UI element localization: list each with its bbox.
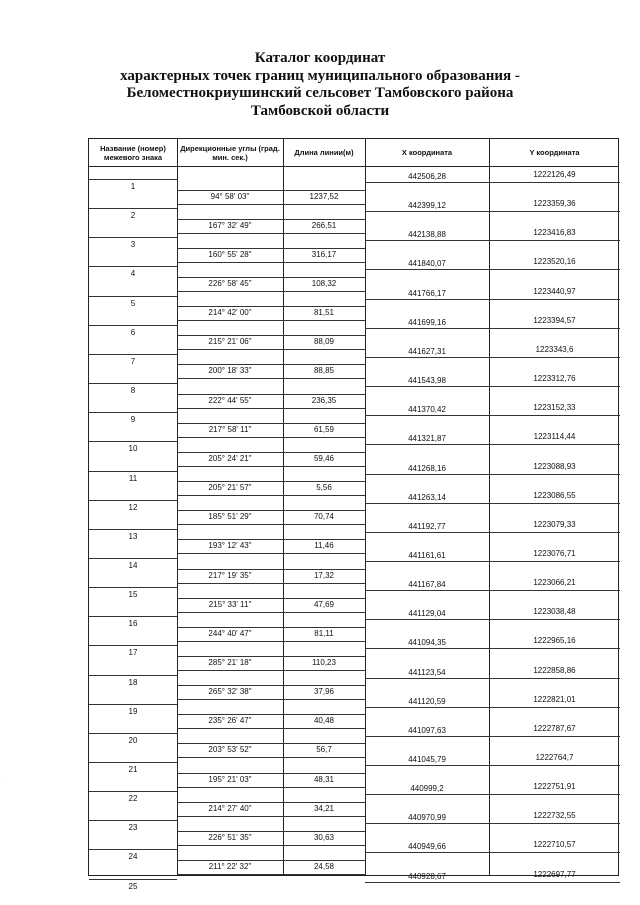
y-coordinate: 1222126,49: [533, 170, 576, 179]
row-line: [365, 736, 620, 737]
line-length: 17,32: [313, 570, 335, 580]
y-coordinate: 1223416,83: [533, 228, 576, 238]
row-line: [177, 773, 365, 774]
row-line: [365, 678, 620, 679]
row-line: [89, 471, 177, 472]
row-line: [89, 879, 177, 880]
x-coordinate: 441268,16: [408, 463, 446, 473]
point-name: 19: [128, 706, 138, 716]
y-coordinate: 1223038,48: [533, 607, 576, 617]
x-coordinate: 441123,54: [408, 667, 446, 677]
x-coordinate: 442399,12: [408, 201, 446, 211]
row-line: [89, 733, 177, 734]
row-line: [89, 820, 177, 821]
header-direction-angle: Дирекционные углы (град. мин. сек.): [180, 143, 280, 162]
row-line: [177, 685, 365, 686]
y-coordinate: 1222858,86: [533, 665, 576, 675]
coordinates-table: [88, 138, 619, 891]
direction-angle: 185° 51' 29": [208, 512, 252, 522]
point-name: 8: [130, 386, 136, 396]
direction-angle: 205° 24' 21": [208, 453, 252, 463]
line-length: 108,32: [311, 279, 337, 289]
row-line: [177, 219, 365, 220]
row-line: [89, 354, 177, 355]
line-length: 61,59: [313, 424, 335, 434]
y-coordinate: 1222821,01: [533, 694, 576, 704]
row-line: [177, 481, 365, 482]
row-line: [177, 670, 365, 671]
row-line: [365, 561, 620, 562]
y-coordinate: 1223066,21: [533, 578, 576, 588]
row-line: [177, 583, 365, 584]
row-line: [89, 675, 177, 676]
y-coordinate: 1223520,16: [533, 257, 576, 267]
direction-angle: 214° 42' 00": [208, 308, 252, 318]
direction-angle: 222° 44' 55": [208, 395, 252, 405]
y-coordinate: 1223152,33: [533, 403, 576, 413]
point-name: 13: [128, 531, 138, 541]
row-line: [177, 874, 365, 875]
direction-angle: 235° 26' 47": [208, 716, 252, 726]
direction-angle: 214° 27' 40": [208, 803, 252, 813]
x-coordinate: 441129,04: [408, 609, 446, 619]
row-line: [365, 707, 620, 708]
row-line: [177, 816, 365, 817]
y-coordinate: 1223394,57: [533, 315, 576, 325]
row-line: [365, 532, 620, 533]
point-name: 10: [128, 444, 138, 454]
row-line: [177, 757, 365, 758]
direction-angle: 211° 22' 32": [208, 862, 252, 872]
row-line: [177, 627, 365, 628]
y-coordinate: 1223114,44: [533, 432, 576, 442]
direction-angle: 94° 58' 03": [210, 191, 250, 201]
point-name: 16: [128, 619, 138, 629]
point-name: 9: [130, 415, 136, 425]
direction-angle: 215° 33' 11": [208, 599, 252, 609]
row-line: [177, 378, 365, 379]
y-coordinate: 1222787,67: [533, 723, 576, 733]
row-line: [177, 641, 365, 642]
header-x-coordinate: X координата: [401, 148, 453, 157]
point-name: 24: [128, 852, 138, 862]
direction-angle: 226° 51' 35": [208, 832, 252, 842]
y-coordinate: 1223440,97: [533, 286, 576, 296]
x-coordinate: 441167,84: [408, 580, 446, 590]
row-line: [177, 598, 365, 599]
point-name: 3: [130, 240, 136, 250]
direction-angle: 265° 32' 38": [208, 687, 252, 697]
document-title: [0, 50, 640, 120]
row-line: [177, 335, 365, 336]
line-length: 88,85: [313, 366, 335, 376]
y-coordinate: 1223359,36: [533, 199, 576, 209]
row-line: [89, 412, 177, 413]
y-coordinate: 1223312,76: [533, 374, 576, 384]
direction-angle: 205° 21' 57": [208, 483, 252, 493]
x-coordinate: 441263,14: [408, 492, 446, 502]
point-name: 22: [128, 794, 138, 804]
line-length: 110,23: [312, 657, 336, 667]
row-line: [365, 590, 620, 591]
y-coordinate: 1223079,33: [533, 519, 576, 529]
row-line: [365, 794, 620, 795]
row-line: [89, 704, 177, 705]
x-coordinate: 440999,2: [410, 784, 444, 794]
row-line: [89, 441, 177, 442]
row-line: [177, 656, 365, 657]
row-line: [365, 299, 620, 300]
row-line: [89, 179, 177, 180]
row-line: [177, 524, 365, 525]
line-length: 88,09: [313, 337, 335, 347]
y-coordinate: 1222710,57: [533, 840, 576, 850]
row-line: [177, 306, 365, 307]
line-length: 59,46: [313, 453, 335, 463]
line-length: 30,63: [313, 832, 335, 842]
line-length: 40,48: [313, 716, 335, 726]
point-name: 7: [130, 356, 136, 366]
line-length: 236,35: [311, 395, 337, 405]
line-length: 47,69: [313, 599, 335, 609]
row-line: [89, 645, 177, 646]
row-line: [177, 510, 365, 511]
row-line: [89, 208, 177, 209]
line-length: 5,56: [316, 483, 332, 493]
point-name: 17: [128, 648, 138, 658]
row-line: [177, 569, 365, 570]
row-line: [365, 182, 620, 183]
direction-angle: 203° 53' 52": [208, 745, 252, 755]
line-length: 1237,52: [309, 191, 339, 201]
point-name: 12: [128, 502, 138, 512]
row-line: [89, 587, 177, 588]
row-line: [365, 765, 620, 766]
y-coordinate: 1222751,91: [533, 782, 576, 792]
line-length: 34,21: [313, 803, 335, 813]
row-line: [365, 444, 620, 445]
row-line: [365, 823, 620, 824]
x-coordinate: 440970,99: [408, 813, 446, 823]
x-coordinate: 442506,28: [408, 172, 446, 181]
row-line: [89, 529, 177, 530]
row-line: [365, 882, 620, 883]
y-coordinate: 1223086,55: [533, 490, 576, 500]
x-coordinate: 440949,66: [408, 842, 446, 852]
header-point-name: Название (номер) межевого знака: [100, 143, 166, 162]
y-coordinate: 1222965,16: [533, 636, 576, 646]
direction-angle: 217° 58' 11": [208, 424, 252, 434]
row-line: [365, 386, 620, 387]
x-coordinate: 442138,88: [408, 230, 446, 240]
row-line: [365, 240, 620, 241]
x-coordinate: 441543,98: [408, 376, 446, 386]
line-length: 81,11: [314, 628, 334, 638]
row-line: [89, 616, 177, 617]
row-line: [365, 648, 620, 649]
row-line: [365, 357, 620, 358]
row-line: [177, 349, 365, 350]
line-length: 316,17: [311, 249, 337, 259]
x-coordinate: 441094,35: [408, 638, 446, 648]
row-line: [89, 325, 177, 326]
line-length: 266,51: [311, 220, 337, 230]
direction-angle: 215° 21' 06": [208, 337, 252, 347]
header-line-length: Длина линии(м): [294, 148, 354, 157]
row-line: [177, 394, 365, 395]
direction-angle: 244° 40' 47": [208, 628, 252, 638]
row-line: [177, 437, 365, 438]
point-name: 14: [128, 560, 138, 570]
row-line: [177, 728, 365, 729]
line-length: 11,46: [314, 541, 334, 551]
row-line: [177, 553, 365, 554]
x-coordinate: 441097,63: [408, 725, 446, 735]
y-coordinate: 1223076,71: [533, 548, 576, 558]
row-line: [177, 612, 365, 613]
point-name: 21: [128, 765, 138, 774]
row-line: [89, 237, 177, 238]
row-line: [365, 474, 620, 475]
row-line: [365, 269, 620, 270]
row-line: [365, 503, 620, 504]
direction-angle: 195° 21' 03": [208, 774, 252, 784]
x-coordinate: 441120,59: [408, 696, 446, 706]
row-line: [177, 233, 365, 234]
row-line: [177, 277, 365, 278]
row-line: [365, 415, 620, 416]
line-length: 24,58: [313, 862, 335, 872]
row-line: [177, 190, 365, 191]
y-coordinate: 1222764,7: [535, 753, 574, 762]
x-coordinate: 441161,61: [408, 550, 446, 560]
x-coordinate: 441699,16: [408, 317, 446, 327]
direction-angle: 226° 58' 45": [208, 279, 252, 289]
y-coordinate: 1222732,55: [533, 811, 576, 821]
direction-angle: 167° 32' 49": [208, 220, 252, 230]
x-coordinate: 441370,42: [408, 405, 446, 415]
point-name: 2: [130, 211, 136, 221]
x-coordinate: 441321,87: [408, 434, 446, 444]
row-line: [89, 558, 177, 559]
y-coordinate: 1223343,6: [535, 344, 574, 354]
line-length: 56,7: [316, 745, 332, 755]
x-coordinate: 441045,79: [408, 755, 446, 764]
row-line: [177, 262, 365, 263]
point-name: 23: [128, 823, 138, 833]
row-line: [177, 845, 365, 846]
row-line: [177, 539, 365, 540]
direction-angle: 217° 19' 35": [208, 570, 252, 580]
row-line: [177, 364, 365, 365]
row-line: [177, 291, 365, 292]
direction-angle: 200° 18' 33": [208, 366, 252, 376]
direction-angle: 160° 55' 28": [208, 249, 252, 259]
row-line: [89, 791, 177, 792]
point-name: 6: [130, 327, 136, 337]
scan-margin-mark: ·: [4, 775, 6, 781]
title-line-4: Тамбовской области: [250, 102, 390, 119]
row-line: [365, 328, 620, 329]
x-coordinate: 440928,67: [408, 871, 446, 881]
row-line: [89, 296, 177, 297]
direction-angle: 285° 21' 18": [208, 657, 252, 667]
row-line: [177, 408, 365, 409]
row-line: [177, 423, 365, 424]
row-line: [177, 743, 365, 744]
x-coordinate: 441627,31: [408, 346, 446, 356]
title-line-1: Каталог координат: [254, 50, 386, 66]
direction-angle: 193° 12' 43": [208, 541, 252, 551]
row-line: [89, 266, 177, 267]
row-line: [177, 495, 365, 496]
point-name: 15: [128, 590, 138, 600]
row-line: [365, 852, 620, 853]
x-coordinate: 441766,17: [408, 288, 446, 298]
title-line-3: Беломестнокриушинский сельсовет Тамбовского района: [126, 85, 514, 101]
point-name: 4: [130, 269, 136, 279]
row-line: [177, 248, 365, 249]
point-name: 25: [128, 881, 138, 891]
x-coordinate: 441840,07: [408, 259, 446, 269]
point-name: 20: [128, 735, 138, 745]
point-name: 1: [130, 182, 136, 191]
point-name: 5: [130, 298, 136, 308]
row-line: [177, 831, 365, 832]
row-line: [177, 320, 365, 321]
line-length: 48,31: [313, 774, 335, 784]
row-line: [177, 787, 365, 788]
point-name: 11: [128, 473, 138, 483]
table-header-row: [89, 139, 618, 167]
row-line: [177, 860, 365, 861]
y-coordinate: 1223088,93: [533, 461, 576, 471]
row-line: [177, 204, 365, 205]
row-line: [89, 762, 177, 763]
row-line: [89, 383, 177, 384]
row-line: [177, 466, 365, 467]
y-coordinate: 1222697,77: [533, 869, 576, 879]
title-line-2: характерных точек границ муниципального образования -: [120, 67, 520, 84]
row-line: [177, 802, 365, 803]
line-length: 81,51: [313, 308, 335, 318]
row-line: [365, 211, 620, 212]
row-line: [89, 500, 177, 501]
row-line: [177, 452, 365, 453]
header-y-coordinate: Y координата: [529, 148, 580, 157]
line-length: 37,96: [313, 687, 335, 697]
x-coordinate: 441192,77: [408, 521, 446, 531]
point-name: 18: [128, 677, 138, 687]
row-line: [177, 714, 365, 715]
row-line: [365, 619, 620, 620]
line-length: 70,74: [313, 512, 335, 522]
row-line: [89, 849, 177, 850]
row-line: [177, 699, 365, 700]
